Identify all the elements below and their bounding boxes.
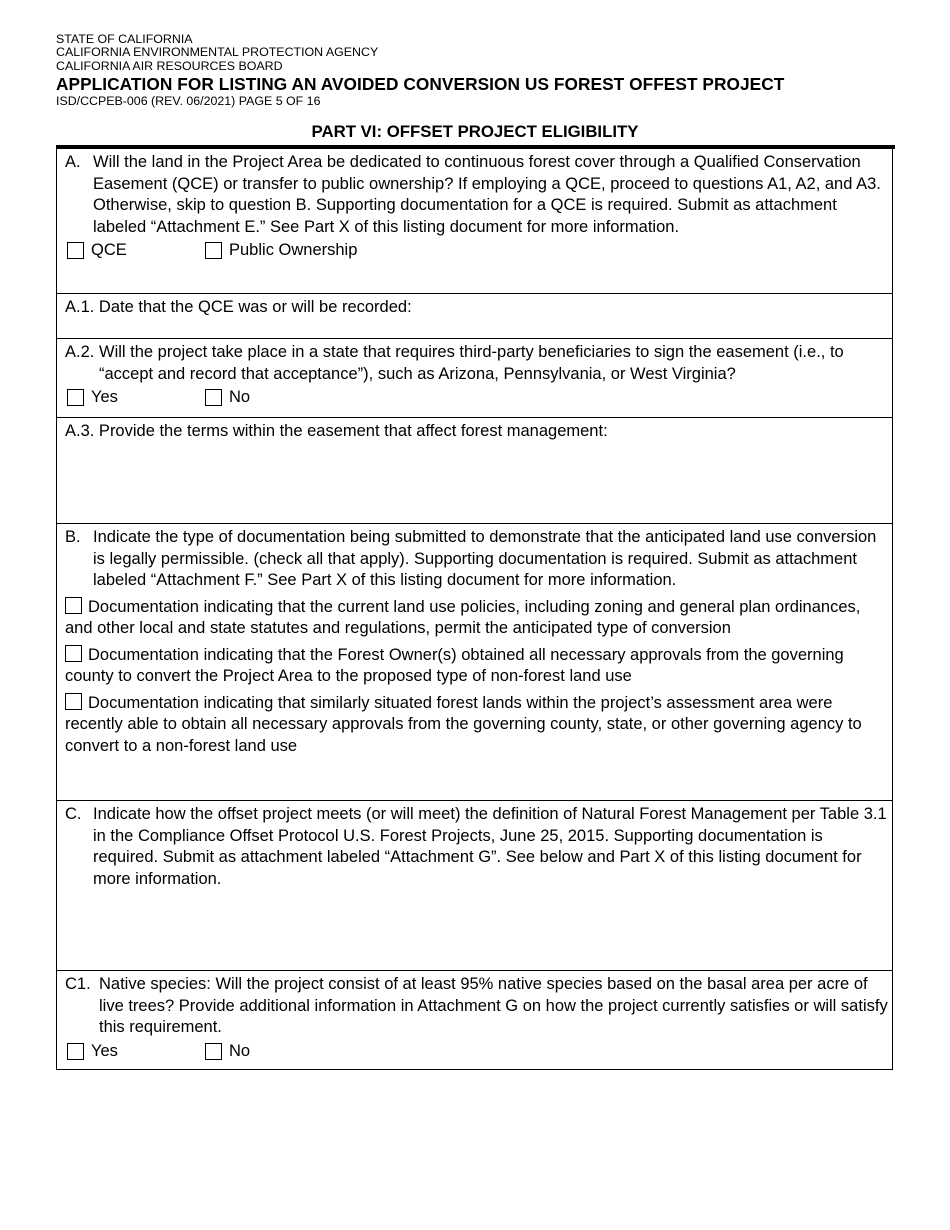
c1-yes-option[interactable] bbox=[67, 1041, 118, 1063]
section-a bbox=[56, 149, 893, 294]
c1-yes-label: Yes bbox=[91, 1041, 118, 1060]
public-ownership-option[interactable] bbox=[205, 240, 357, 262]
section-c[interactable] bbox=[56, 800, 893, 971]
c1-no-option[interactable] bbox=[205, 1041, 250, 1063]
question-c1-text: Native species: Will the project consist of at least 95% native species based on the basal area per acre of live trees? Provide additional information in Attachment G on how the project currently satisfies or will satisfy this requirement. bbox=[99, 975, 888, 1036]
doc-option-similar-lands[interactable] bbox=[57, 693, 892, 758]
doc-land-use-policies-checkbox[interactable] bbox=[65, 597, 82, 614]
question-a-options bbox=[57, 240, 892, 262]
section-b bbox=[56, 524, 893, 801]
question-a3-text: A.3. Provide the terms within the easement that affect forest management: bbox=[65, 422, 608, 440]
question-a2-text: Will the project take place in a state that requires third-party beneficiaries to sign the easement (i.e., to “accept and record that acceptance”), such as Arizona, Pennsylvania, or West Virginia? bbox=[99, 343, 844, 383]
public-ownership-checkbox[interactable] bbox=[205, 242, 222, 259]
question-c bbox=[57, 804, 892, 890]
a2-yes-checkbox[interactable] bbox=[67, 389, 84, 406]
section-c1 bbox=[56, 971, 893, 1070]
question-a-text: Will the land in the Project Area be dedicated to continuous forest cover through a Qualified Conservation Easement (QCE) or transfer to public ownership? If employing a QCE, proceed to questions A1, A2, and A3. Otherwise, skip to question B. Supporting documentation for a QCE is required. Submit as attachment labeled “Attachment E.” See Part X of this listing document for more information. bbox=[93, 153, 881, 236]
doc-similar-lands-label: Documentation indicating that similarly situated forest lands within the project’s assessment area were recently able to obtain all necessary approvals from the governing county, state, or other governing agency to convert to a non-forest land use bbox=[65, 693, 862, 755]
question-b-label: B. bbox=[65, 528, 81, 546]
doc-option-land-use-policies[interactable] bbox=[57, 597, 892, 640]
question-a1-text: A.1. Date that the QCE was or will be recorded: bbox=[65, 298, 412, 316]
section-a2 bbox=[56, 339, 893, 418]
doc-county-approvals-checkbox[interactable] bbox=[65, 645, 82, 662]
question-a2-label: A.2. bbox=[65, 343, 95, 361]
doc-similar-lands-checkbox[interactable] bbox=[65, 693, 82, 710]
doc-option-county-approvals[interactable] bbox=[57, 645, 892, 688]
c1-no-checkbox[interactable] bbox=[205, 1043, 222, 1060]
a2-no-option[interactable] bbox=[205, 387, 250, 409]
form-number: ISD/CCPEB-006 (REV. 06/2021) PAGE 5 OF 16 bbox=[56, 93, 321, 108]
question-b bbox=[57, 527, 892, 592]
a2-no-label: No bbox=[229, 388, 251, 406]
header-board: CALIFORNIA AIR RESOURCES BOARD bbox=[56, 58, 283, 73]
question-c-label: C. bbox=[65, 805, 82, 823]
a2-no-checkbox[interactable] bbox=[205, 389, 222, 406]
a2-yes-option[interactable] bbox=[67, 387, 118, 409]
section-a3[interactable] bbox=[56, 418, 893, 524]
form-header bbox=[56, 33, 784, 108]
question-c1 bbox=[57, 974, 892, 1039]
question-c1-options bbox=[57, 1041, 892, 1063]
form-title: APPLICATION FOR LISTING AN AVOIDED CONVERSION US FOREST OFFEST PROJECT bbox=[56, 73, 785, 94]
question-a-label: A. bbox=[65, 153, 81, 171]
c1-no-label: No bbox=[229, 1041, 251, 1060]
header-agency: CALIFORNIA ENVIRONMENTAL PROTECTION AGENCY bbox=[56, 45, 379, 60]
question-b-text: Indicate the type of documentation being submitted to demonstrate that the anticipated land use conversion is legally permissible. (check all that apply). Supporting documentation is required. Submit as attachment labeled “Attachment F.” See Part X of this listing document for more information. bbox=[93, 528, 877, 589]
section-a1[interactable] bbox=[56, 294, 893, 339]
a2-yes-label: Yes bbox=[91, 388, 118, 406]
doc-land-use-policies-label: Documentation indicating that the current land use policies, including zoning and general plan ordinances, and other local and state statutes and regulations, permit the anticipated type of conversion bbox=[65, 597, 861, 637]
question-c1-label: C1. bbox=[65, 975, 91, 993]
qce-label: QCE bbox=[91, 241, 127, 259]
header-state: STATE OF CALIFORNIA bbox=[56, 32, 193, 46]
question-a2-options bbox=[57, 387, 892, 409]
question-a bbox=[57, 152, 892, 238]
qce-option[interactable] bbox=[67, 240, 127, 262]
part-title: PART VI: OFFSET PROJECT ELIGIBILITY bbox=[311, 122, 639, 141]
c1-yes-checkbox[interactable] bbox=[67, 1043, 84, 1060]
question-a2 bbox=[57, 342, 892, 385]
question-c-text: Indicate how the offset project meets (or will meet) the definition of Natural Forest Management per Table 3.1 in the Compliance Offset Protocol U.S. Forest Projects, June 25, 2015. Supporting documentation is required. Submit as attachment labeled “Attachment G”. See below and Part X of this listing document for more information. bbox=[93, 805, 887, 888]
public-ownership-label: Public Ownership bbox=[229, 241, 358, 259]
qce-checkbox[interactable] bbox=[67, 242, 84, 259]
doc-county-approvals-label: Documentation indicating that the Forest Owner(s) obtained all necessary approvals from the governing county to convert the Project Area to the proposed type of non-forest land use bbox=[65, 645, 844, 685]
